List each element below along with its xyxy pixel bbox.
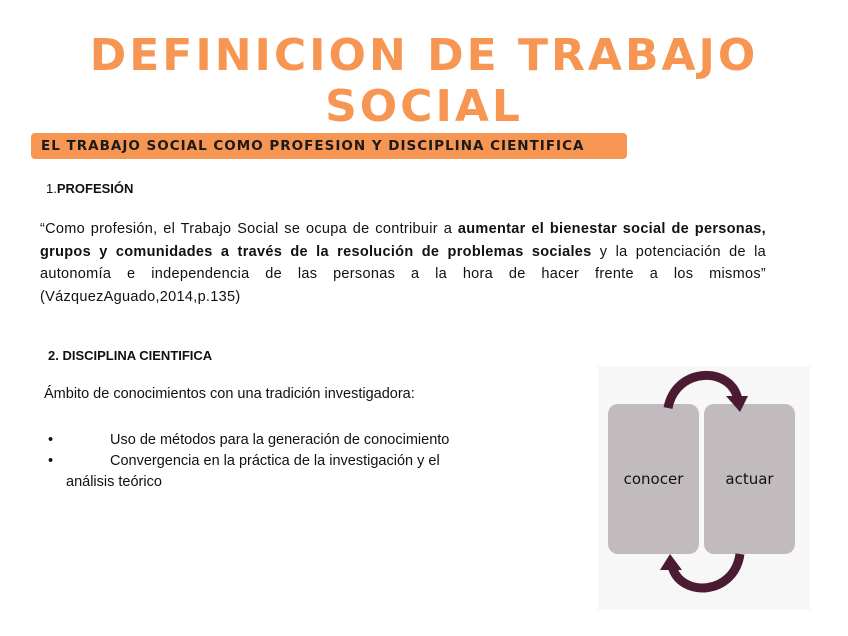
list-item [46,451,566,472]
list-item-text: Uso de métodos para la generación de conocimiento [110,432,450,448]
section-heading-disciplina: 2. DISCIPLINA CIENTIFICA [48,348,213,363]
definition-paragraph [40,218,766,308]
paragraph-bold-text: aumentar el bienestar social de personas, grupos y comunidades a través de la resolución de problemas sociales [40,221,767,260]
top-arrowhead-icon [726,396,748,412]
bullet-icon: • [48,453,54,469]
bullet-list [46,430,566,493]
section-heading-profesion [46,181,133,196]
section-number: 1. [46,181,57,196]
top-arrow-icon [668,375,738,408]
cycle-diagram [598,366,810,610]
list-item-text: Convergencia en la práctica de la investigación y el [110,453,440,469]
conocer-label: conocer [623,470,684,488]
list-item [46,430,566,451]
bottom-arrowhead-icon [660,554,682,570]
list-item-text: análisis teórico [66,474,162,490]
actuar-label: actuar [725,470,774,488]
page-title: DEFINICION DE TRABAJO SOCIAL [89,30,759,132]
section-banner: EL TRABAJO SOCIAL COMO PROFESION Y DISCIPLINA CIENTIFICA [31,133,627,159]
paragraph-text-2: y la potenciación de la autonomía e independencia de las personas a la hora de hacer frente a los mismos” (VázquezAguado,2014,p.135) [40,243,766,305]
bullet-icon: • [48,432,54,448]
bottom-arrow-icon [672,554,740,588]
intro-text: Ámbito de conocimientos con una tradición investigadora: [44,386,415,402]
paragraph-text-1: “Como profesión, el Trabajo Social se ocupa de contribuir a [40,221,458,237]
section-heading-text: PROFESIÓN [56,181,134,196]
list-item-continuation [46,472,566,493]
cycle-arrows [598,366,810,610]
